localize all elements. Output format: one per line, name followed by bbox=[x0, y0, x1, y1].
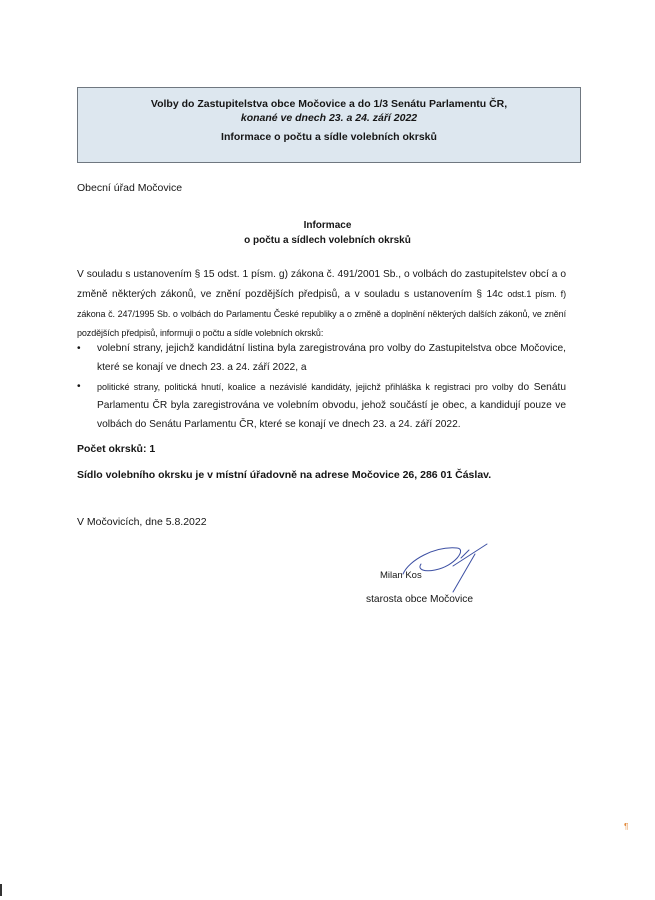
signatory-title: starosta obce Močovice bbox=[366, 594, 474, 605]
list-item bbox=[77, 378, 566, 435]
header-line-3: Informace o počtu a sídle volebních okrsků bbox=[221, 131, 437, 143]
corner-mark: ¶ bbox=[624, 822, 629, 831]
bullet-text: volební strany, jejichž kandidátní listina byla zaregistrována pro volby do Zastupitelstva obce Močovice, které se konají ve dnech 23. a 24. září 2022, a bbox=[97, 343, 566, 373]
header-line-1: Volby do Zastupitelstva obce Močovice a do 1/3 Senátu Parlamentu ČR, bbox=[150, 98, 508, 110]
header-box bbox=[77, 87, 581, 163]
office-name: Obecní úřad Močovice bbox=[77, 182, 183, 194]
title-line-1: Informace bbox=[303, 220, 352, 231]
intro-main-text: V souladu s ustanovením § 15 odst. 1 písm. g) zákona č. 491/2001 Sb., o volbách do zastupitelstev obcí a o změně některých zákonů, ve znění pozdějších předpisů, a v souladu s ustanovením § 14c bbox=[77, 269, 566, 300]
title-line-2: o počtu a sídlech volebních okrsků bbox=[244, 235, 411, 246]
list-item bbox=[77, 340, 566, 378]
intro-small-text: odst.1 písm. f) zákona č. 247/1995 Sb. o volbách do Parlamentu České republiky a o změně a doplnění některých dalších zákonů, ve znění pozdějších předpisů, informuji o počtu a sídle volebních okrsků: bbox=[77, 288, 566, 339]
header-line-2: konané ve dnech 23. a 24. září 2022 bbox=[240, 111, 418, 124]
district-count: Počet okrsků: 1 bbox=[77, 443, 156, 455]
bullet-list bbox=[77, 340, 566, 435]
bullet-icon: • bbox=[77, 343, 81, 354]
bullet-text: do Senátu Parlamentu ČR byla zaregistrována ve volebním obvodu, jehož součástí je obec, a kandidují pouze ve volbách do Senátu Parlamentu ČR, které se konají ve dnech 23. a 24. září 2022. bbox=[97, 381, 566, 431]
signatory-name: Milan Kos bbox=[380, 570, 422, 581]
scan-edge-mark bbox=[0, 884, 2, 896]
bullet-text-small: politické strany, politická hnutí, koalice a nezávislé kandidáty, jejichž přihláška k registraci pro volby bbox=[97, 381, 514, 392]
district-seat: Sídlo volebního okrsku je v místní úřadovně na adrese Močovice 26, 286 01 Čáslav. bbox=[77, 469, 492, 481]
bullet-icon: • bbox=[77, 380, 81, 392]
intro-paragraph bbox=[77, 266, 566, 344]
date-line: V Močovicích, dne 5.8.2022 bbox=[77, 516, 207, 528]
document-title bbox=[0, 218, 655, 248]
